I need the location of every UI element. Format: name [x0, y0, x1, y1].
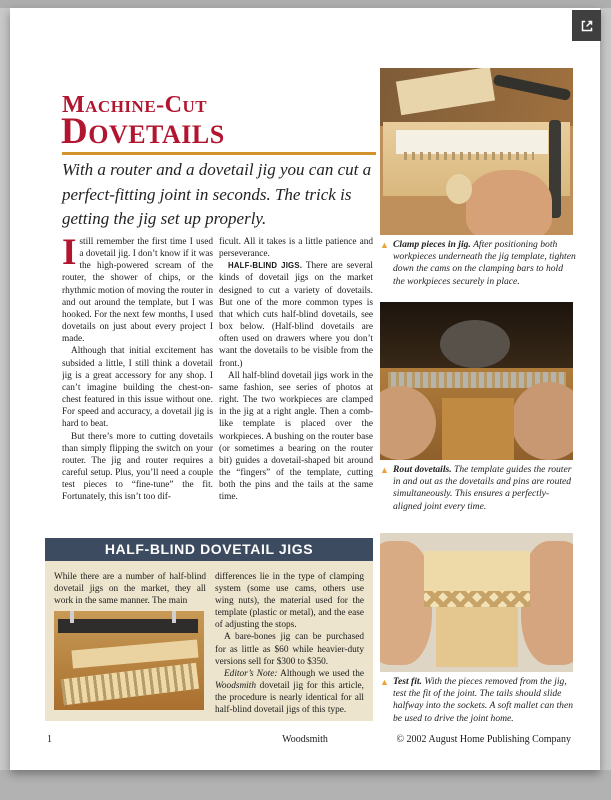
title-rule — [62, 152, 376, 155]
jig-post-shape — [172, 611, 176, 623]
knob-shape — [446, 174, 472, 204]
viewer-top-bar — [0, 0, 611, 8]
external-link-icon — [579, 18, 595, 34]
page-number: 1 — [47, 734, 52, 745]
photo-rout-dovetails — [380, 302, 573, 460]
pin-board-shape — [436, 603, 518, 667]
jig-post-shape — [70, 611, 74, 623]
template-teeth-shape — [404, 152, 534, 160]
box-column-2 — [215, 571, 364, 716]
viewer-bottom-margin — [0, 770, 611, 800]
subhead-lead: HALF-BLIND JIGS. — [228, 261, 303, 271]
caption-rout: ▲ Rout dovetails. The template guides the router in and out as the dovetails and pins are routed simultaneously. This ensures a perfectly-aligned joint every time. — [380, 464, 572, 512]
paragraph: But there’s more to cutting dovetails than simply flipping the switch on your router. The jig and router requires a careful setup. Plus, you’ll need a couple test pieces to “fine-tune” the fit. Fortunately, this isn’t too dif- — [62, 431, 213, 503]
paragraph: A bare-bones jig can be purchased for as little as $60 while heavier-duty versions sell for $300 to $350. — [215, 632, 364, 667]
paragraph: HALF-BLIND JIGS. There are several kinds of dovetail jigs on the market designed to cut a variety of dovetails. But one of the more common types is that which cuts half-blind dovetails, see box below. (Half-blind dovetails are often used on drawers where you don’t want the dovetails to be visible from the front.) — [219, 261, 373, 369]
metal-jig-bar-shape — [58, 619, 198, 633]
template-shape — [396, 130, 548, 154]
box-column-1 — [54, 571, 206, 713]
triangle-up-icon: ▲ — [380, 465, 389, 475]
hand-shape — [466, 170, 552, 235]
paragraph: ficult. All it takes is a little patience and perseverance. — [219, 237, 373, 260]
open-external-button[interactable] — [572, 10, 601, 41]
paragraph: Istill remember the first time I used a dovetail jig. I don’t know if it was the high-powered scream of the router, the shower of chips, or the rhythmic motion of moving the router in and out around the template, but I was hooked. For the next few months, I used dovetails on just about every project I made. — [62, 236, 213, 345]
photo-test-fit — [380, 533, 573, 672]
router-base-shape — [440, 320, 510, 368]
paragraph: While there are a number of half-blind dovetail jigs on the market, they all work in the same manner. The main — [54, 572, 206, 607]
copyright-line: © 2002 August Home Publishing Company — [396, 734, 571, 745]
photo-dovetail-jigs — [54, 611, 204, 710]
caption-test-fit: ▲ Test fit. With the pieces removed from the jig, test the fit of the joint. The tails should slide halfway into the sockets. A soft mallet can then be used to drive the joint home. — [380, 676, 574, 724]
photo-clamp-pieces-in-jig — [380, 68, 573, 235]
article-deck: With a router and a dovetail jig you can cut a perfect-fitting joint in seconds. The trick is getting the jig set up properly. — [62, 160, 372, 228]
triangle-up-icon: ▲ — [380, 240, 389, 250]
workpiece-shape — [442, 398, 514, 460]
sidebar-box — [45, 538, 373, 721]
dovetail-joint-shape — [424, 591, 530, 607]
article-title: Dovetails — [61, 111, 225, 152]
editors-note: Editor’s Note: Although we used the Woodsmith dovetail jig for this article, the procedure is nearly identical for all half-blind dovetail jigs of this type. — [215, 668, 364, 716]
paragraph: differences lie in the type of clamping system (some use cams, others use wing nuts), the material used for the template (plastic or metal), and the ease of adjusting the stops. — [215, 572, 364, 631]
sidebar-box-body — [45, 561, 373, 721]
body-column-2 — [219, 236, 373, 544]
paragraph: All half-blind dovetail jigs work in the same fashion, see series of photos at right. The two workpieces are clamped in the jig at a right angle. Then a comb-like template is placed over the workpieces. A bushing on the router base (or sometimes a bearing on the router bit) guides a dovetail-shaped bit around the “fingers” of the template, cutting both the pins and the tails at the same time. — [219, 370, 373, 503]
triangle-up-icon: ▲ — [380, 677, 389, 687]
sidebar-box-title: HALF-BLIND DOVETAIL JIGS — [45, 538, 373, 561]
body-column-1 — [62, 236, 213, 544]
article-kicker: Machine-Cut — [62, 92, 208, 118]
document-page — [10, 8, 600, 770]
publication-name: Woodsmith — [282, 734, 328, 745]
caption-clamp: ▲ Clamp pieces in jig. After positioning both workpieces underneath the jig template, tighten down the cams on the clamping bars to hold the workpieces securely in place. — [380, 239, 576, 287]
drop-cap: I — [62, 236, 77, 273]
paragraph: Although that initial excitement has subsided a little, I still think a dovetail jig is a great accessory for any shop. I can’t imagine building the chest-on-chest featured in this issue without one. For speed and accuracy, a dovetail jig is hard to beat. — [62, 346, 213, 430]
